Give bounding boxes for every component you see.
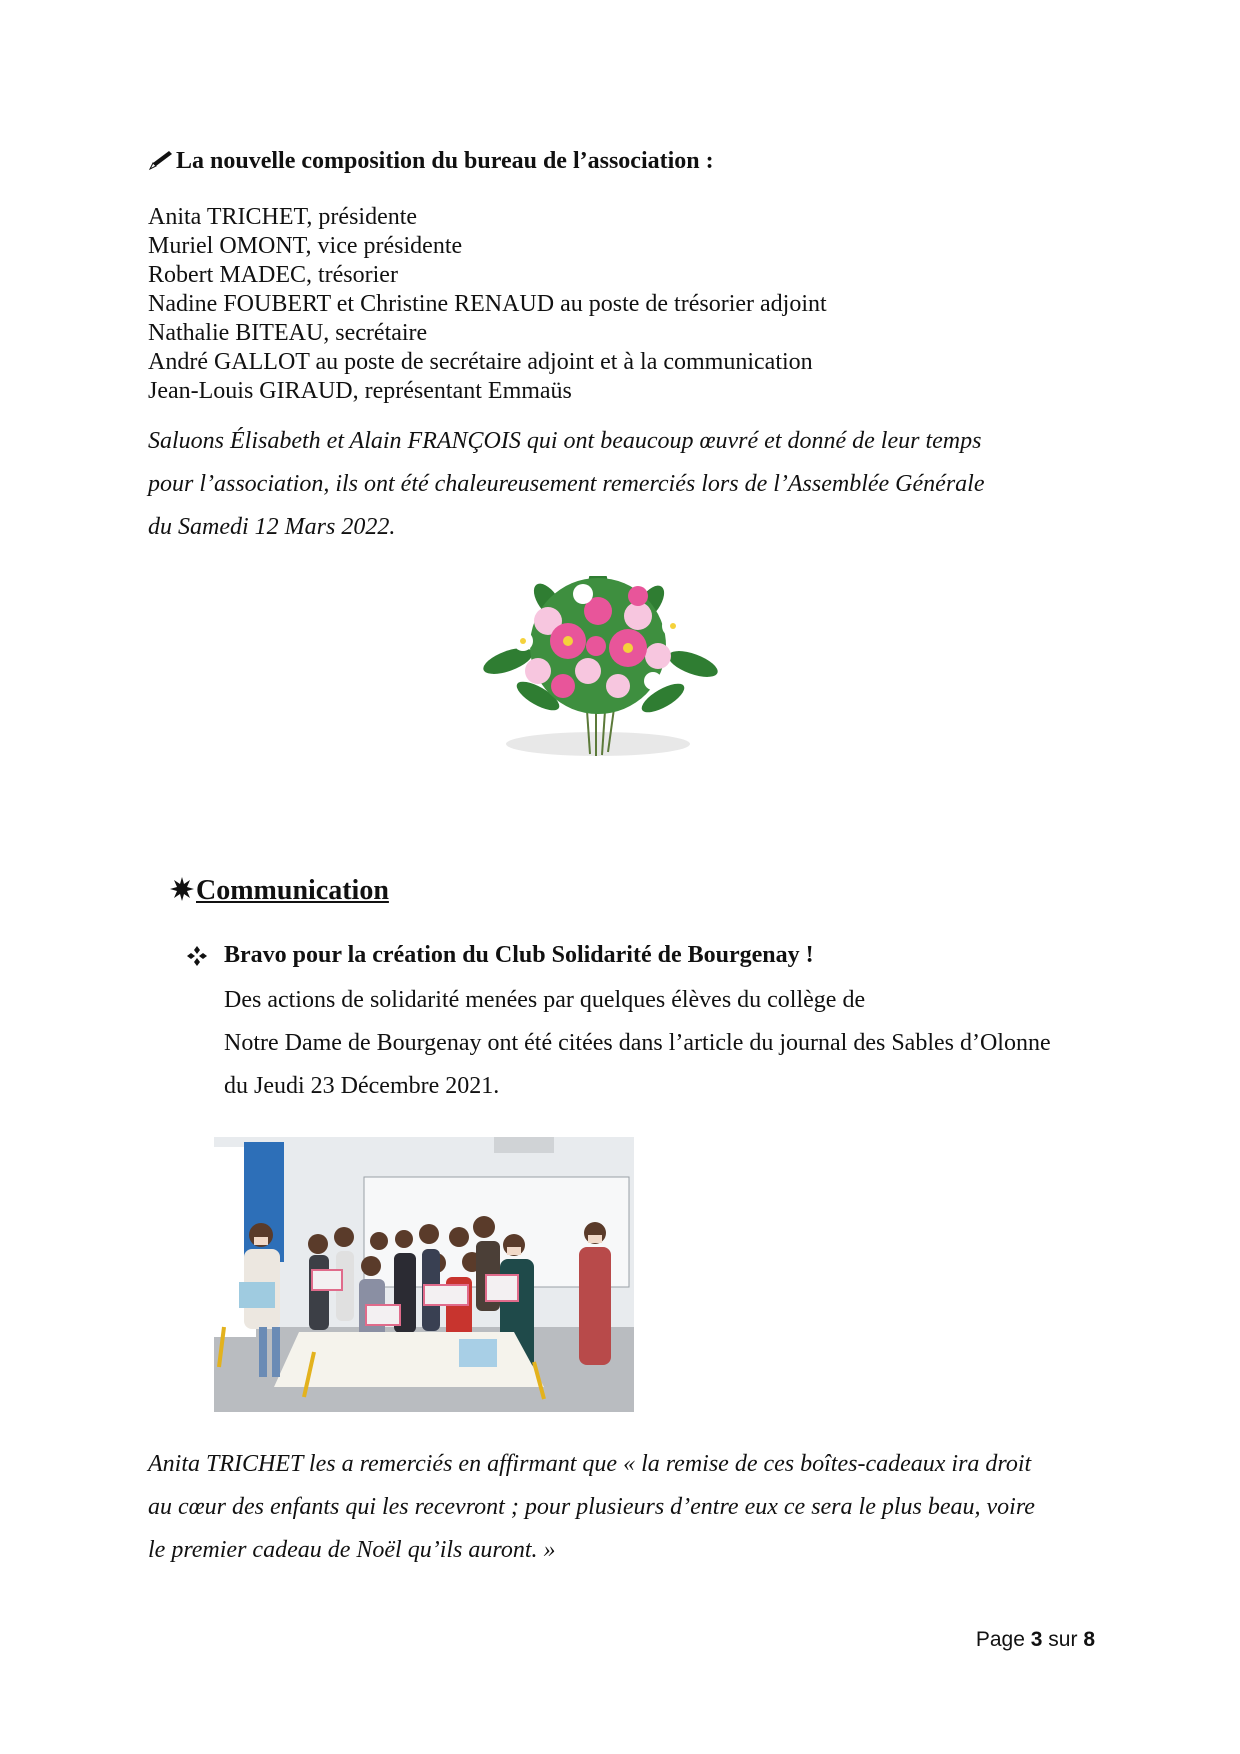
pencil-icon [148,149,174,171]
club-line: Notre Dame de Bourgenay ont été citées dans l’article du journal des Sables d’Olonne [224,1030,1051,1056]
member-line: Nathalie BITEAU, secrétaire [148,320,428,346]
thanks-line: pour l’association, ils ont été chaleureusement remerciés lors de l’Assemblée Générale [148,471,985,497]
page-total: 8 [1083,1628,1095,1651]
page-footer [976,1628,1095,1652]
club-title: Bravo pour la création du Club Solidarité de Bourgenay ! [224,942,814,968]
quote-line: le premier cadeau de Noël qu’ils auront. » [148,1537,556,1563]
page-number: 3 [1030,1628,1043,1651]
flower-bouquet-image [478,576,724,766]
member-line: Muriel OMONT, vice présidente [148,233,463,259]
member-line: Jean-Louis GIRAUD, représentant Emmaüs [148,378,572,404]
bureau-heading [148,148,714,175]
member-line: Nadine FOUBERT et Christine RENAUD au poste de trésorier adjoint [148,291,827,317]
of-word: sur [1048,1628,1078,1651]
club-line: du Jeudi 23 Décembre 2021. [224,1073,500,1099]
club-line: Des actions de solidarité menées par quelques élèves du collège de [224,987,866,1013]
thanks-line: du Samedi 12 Mars 2022. [148,514,396,540]
thanks-line: Saluons Élisabeth et Alain FRANÇOIS qui ont beaucoup œuvré et donné de leur temps [148,428,982,454]
member-line: Anita TRICHET, présidente [148,204,418,230]
member-line: Robert MADEC, trésorier [148,262,398,288]
bureau-heading-text: La nouvelle composition du bureau de l’association : [176,148,714,174]
communication-heading [170,875,389,907]
communication-heading-text: Communication [196,875,389,906]
classroom-group-photo [214,1137,634,1412]
bureau-members-list [148,203,827,406]
member-line: André GALLOT au poste de secrétaire adjoint et à la communication [148,349,813,375]
quote-line: Anita TRICHET les a remerciés en affirmant que « la remise de ces boîtes-cadeaux ira droit [148,1451,1032,1477]
quote-paragraph [148,1443,1035,1572]
thanks-paragraph [148,420,984,549]
sunburst-icon [170,877,194,901]
diamond-bullet-icon [185,944,209,968]
quote-line: au cœur des enfants qui les recevront ; pour plusieurs d’entre eux ce sera le plus beau, voire [148,1494,1035,1520]
club-paragraph [224,979,1051,1108]
page-word: Page [975,1628,1025,1651]
